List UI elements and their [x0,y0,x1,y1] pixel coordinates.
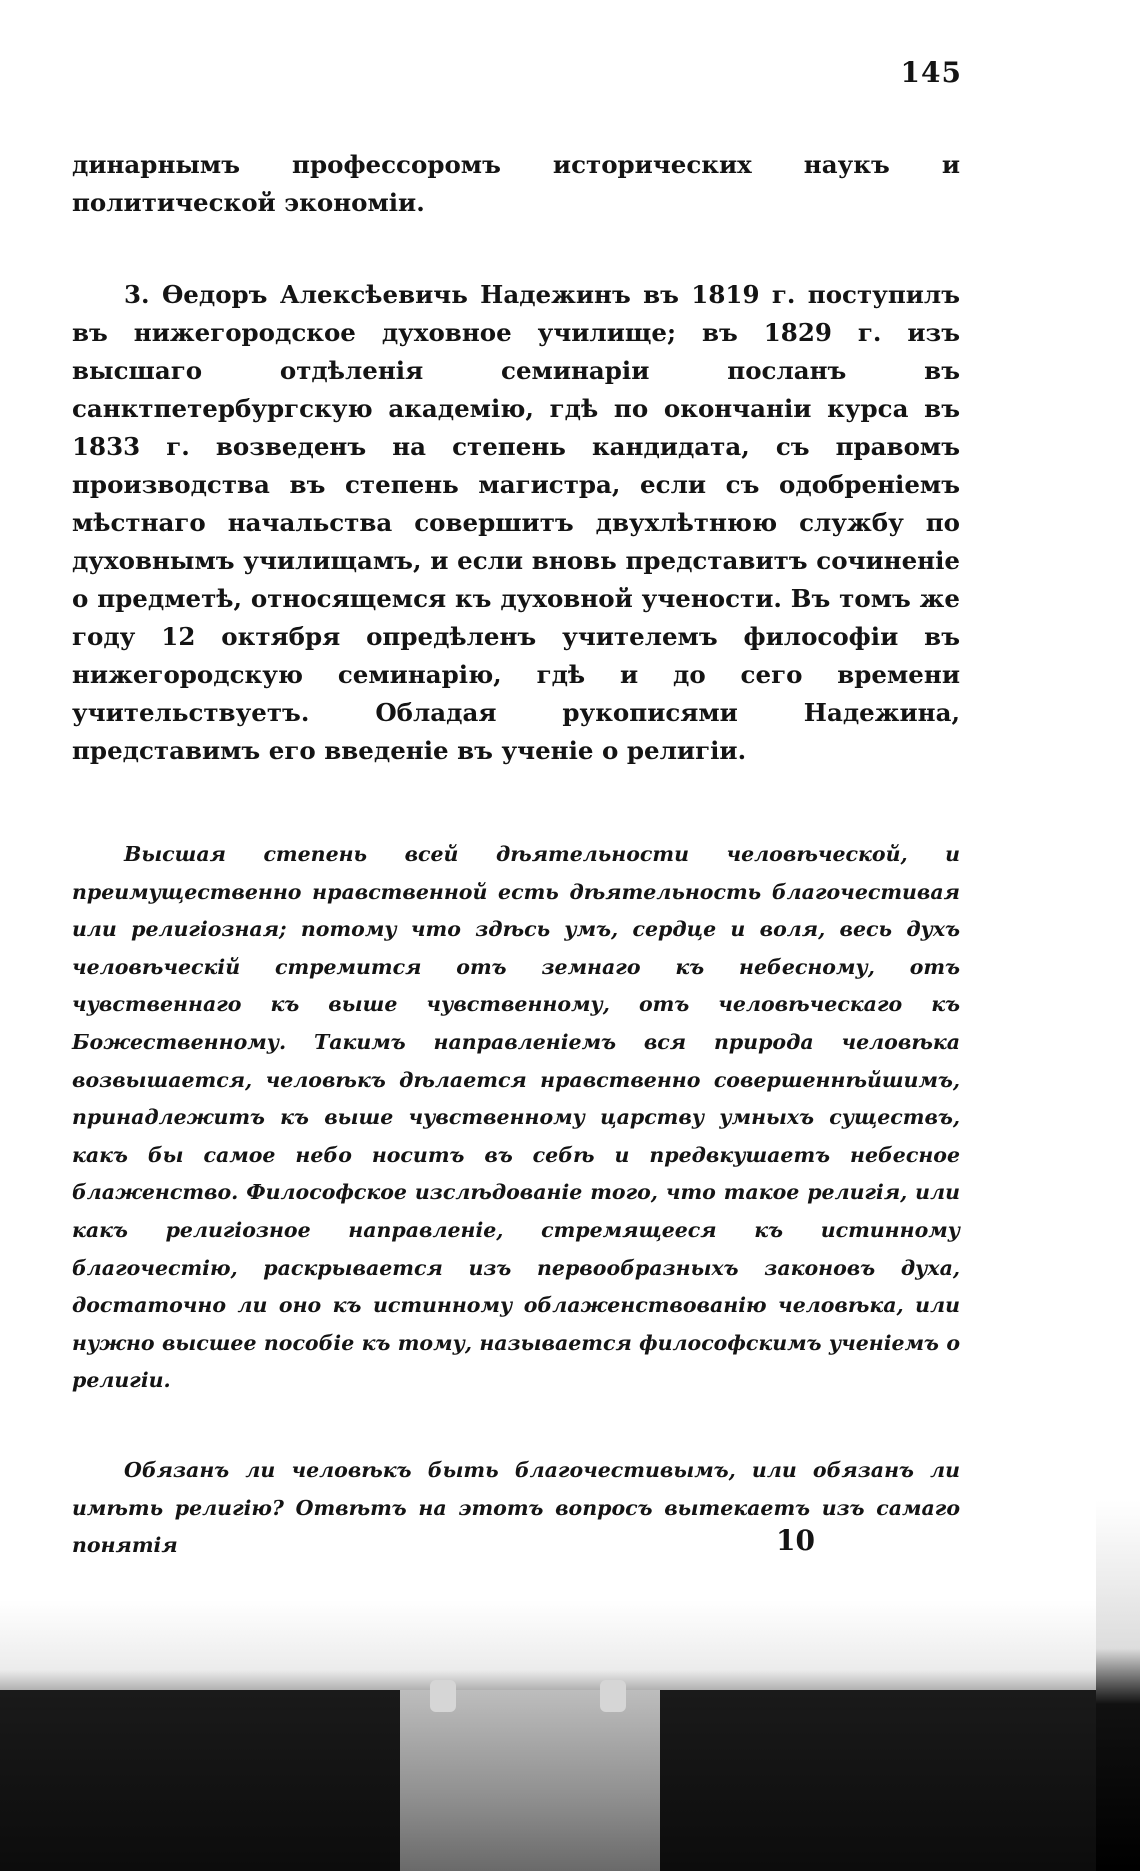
scanner-clip [400,1690,660,1871]
paragraph-text: динарнымъ профессоромъ исторических наукъ и политической экономіи. [72,150,960,217]
scanner-clip-knob [430,1680,456,1712]
paragraph-nadezhin-biography [72,276,960,770]
paragraph-religion-question [72,1452,960,1565]
sheet-signature: 10 [776,1524,815,1557]
scanner-clip-knob [600,1680,626,1712]
paragraph-text: Обязанъ ли человѣкъ быть благочестивымъ, или обязанъ ли имѣть религію? Отвѣтъ на этотъ вопросъ вытекаетъ изъ самаго понятія [72,1458,960,1558]
paragraph-text: Высшая степень всей дѣятельности человѣческой, и преимущественно нравственной есть дѣятельность благочестивая или религіозная; потому что здѣсь умъ, сердце и воля, весь духъ человѣческій стремится отъ земнаго къ небесному, отъ чувственнаго къ выше чувственному, отъ человѣческаго къ Божественному. Такимъ направленіемъ вся природа человѣка возвышается, человѣкъ дѣлается нравственно совершеннѣйшимъ, принадлежитъ къ выше чувственному царству умныхъ существъ, какъ бы самое небо носитъ въ себѣ и предвкушаетъ небесное блаженство. Философское изслѣдованіе того, что такое религія, или какъ религіозное направленіе, стремящееся къ истинному благочестію, раскрывается изъ первообразныхъ законовъ духа, достаточно ли оно къ истинному облаженствованію человѣка, или нужно высшее пособіе къ тому, называется философскимъ ученіемъ о религіи. [72,842,960,1393]
scan-fade [0,1600,1140,1700]
scan-edge-shadow [1096,1500,1140,1871]
page-number: 145 [900,56,962,89]
paragraph-religion-introduction [72,836,960,1400]
paragraph-text: 3. Ѳедоръ Алексѣевичь Надежинъ въ 1819 г. поступилъ въ нижегородское духовное училище; въ 1829 г. изъ высшаго отдѣленія семинаріи посланъ въ санктпетербургскую академію, гдѣ по окончаніи курса въ 1833 г. возведенъ на степень кандидата, съ правомъ производства въ степень магистра, если съ одобреніемъ мѣстнаго начальства совершитъ двухлѣтнюю службу по духовнымъ училищамъ, и если вновь представитъ сочиненіе о предметѣ, относящемся къ духовной учености. Въ томъ же году 12 октября опредѣленъ учителемъ философіи въ нижегородскую семинарію, гдѣ и до сего времени учительствуетъ. Обладая рукописями Надежина, представимъ его введеніе въ ученіе о религіи. [72,280,960,765]
paragraph-continuation [72,146,960,222]
